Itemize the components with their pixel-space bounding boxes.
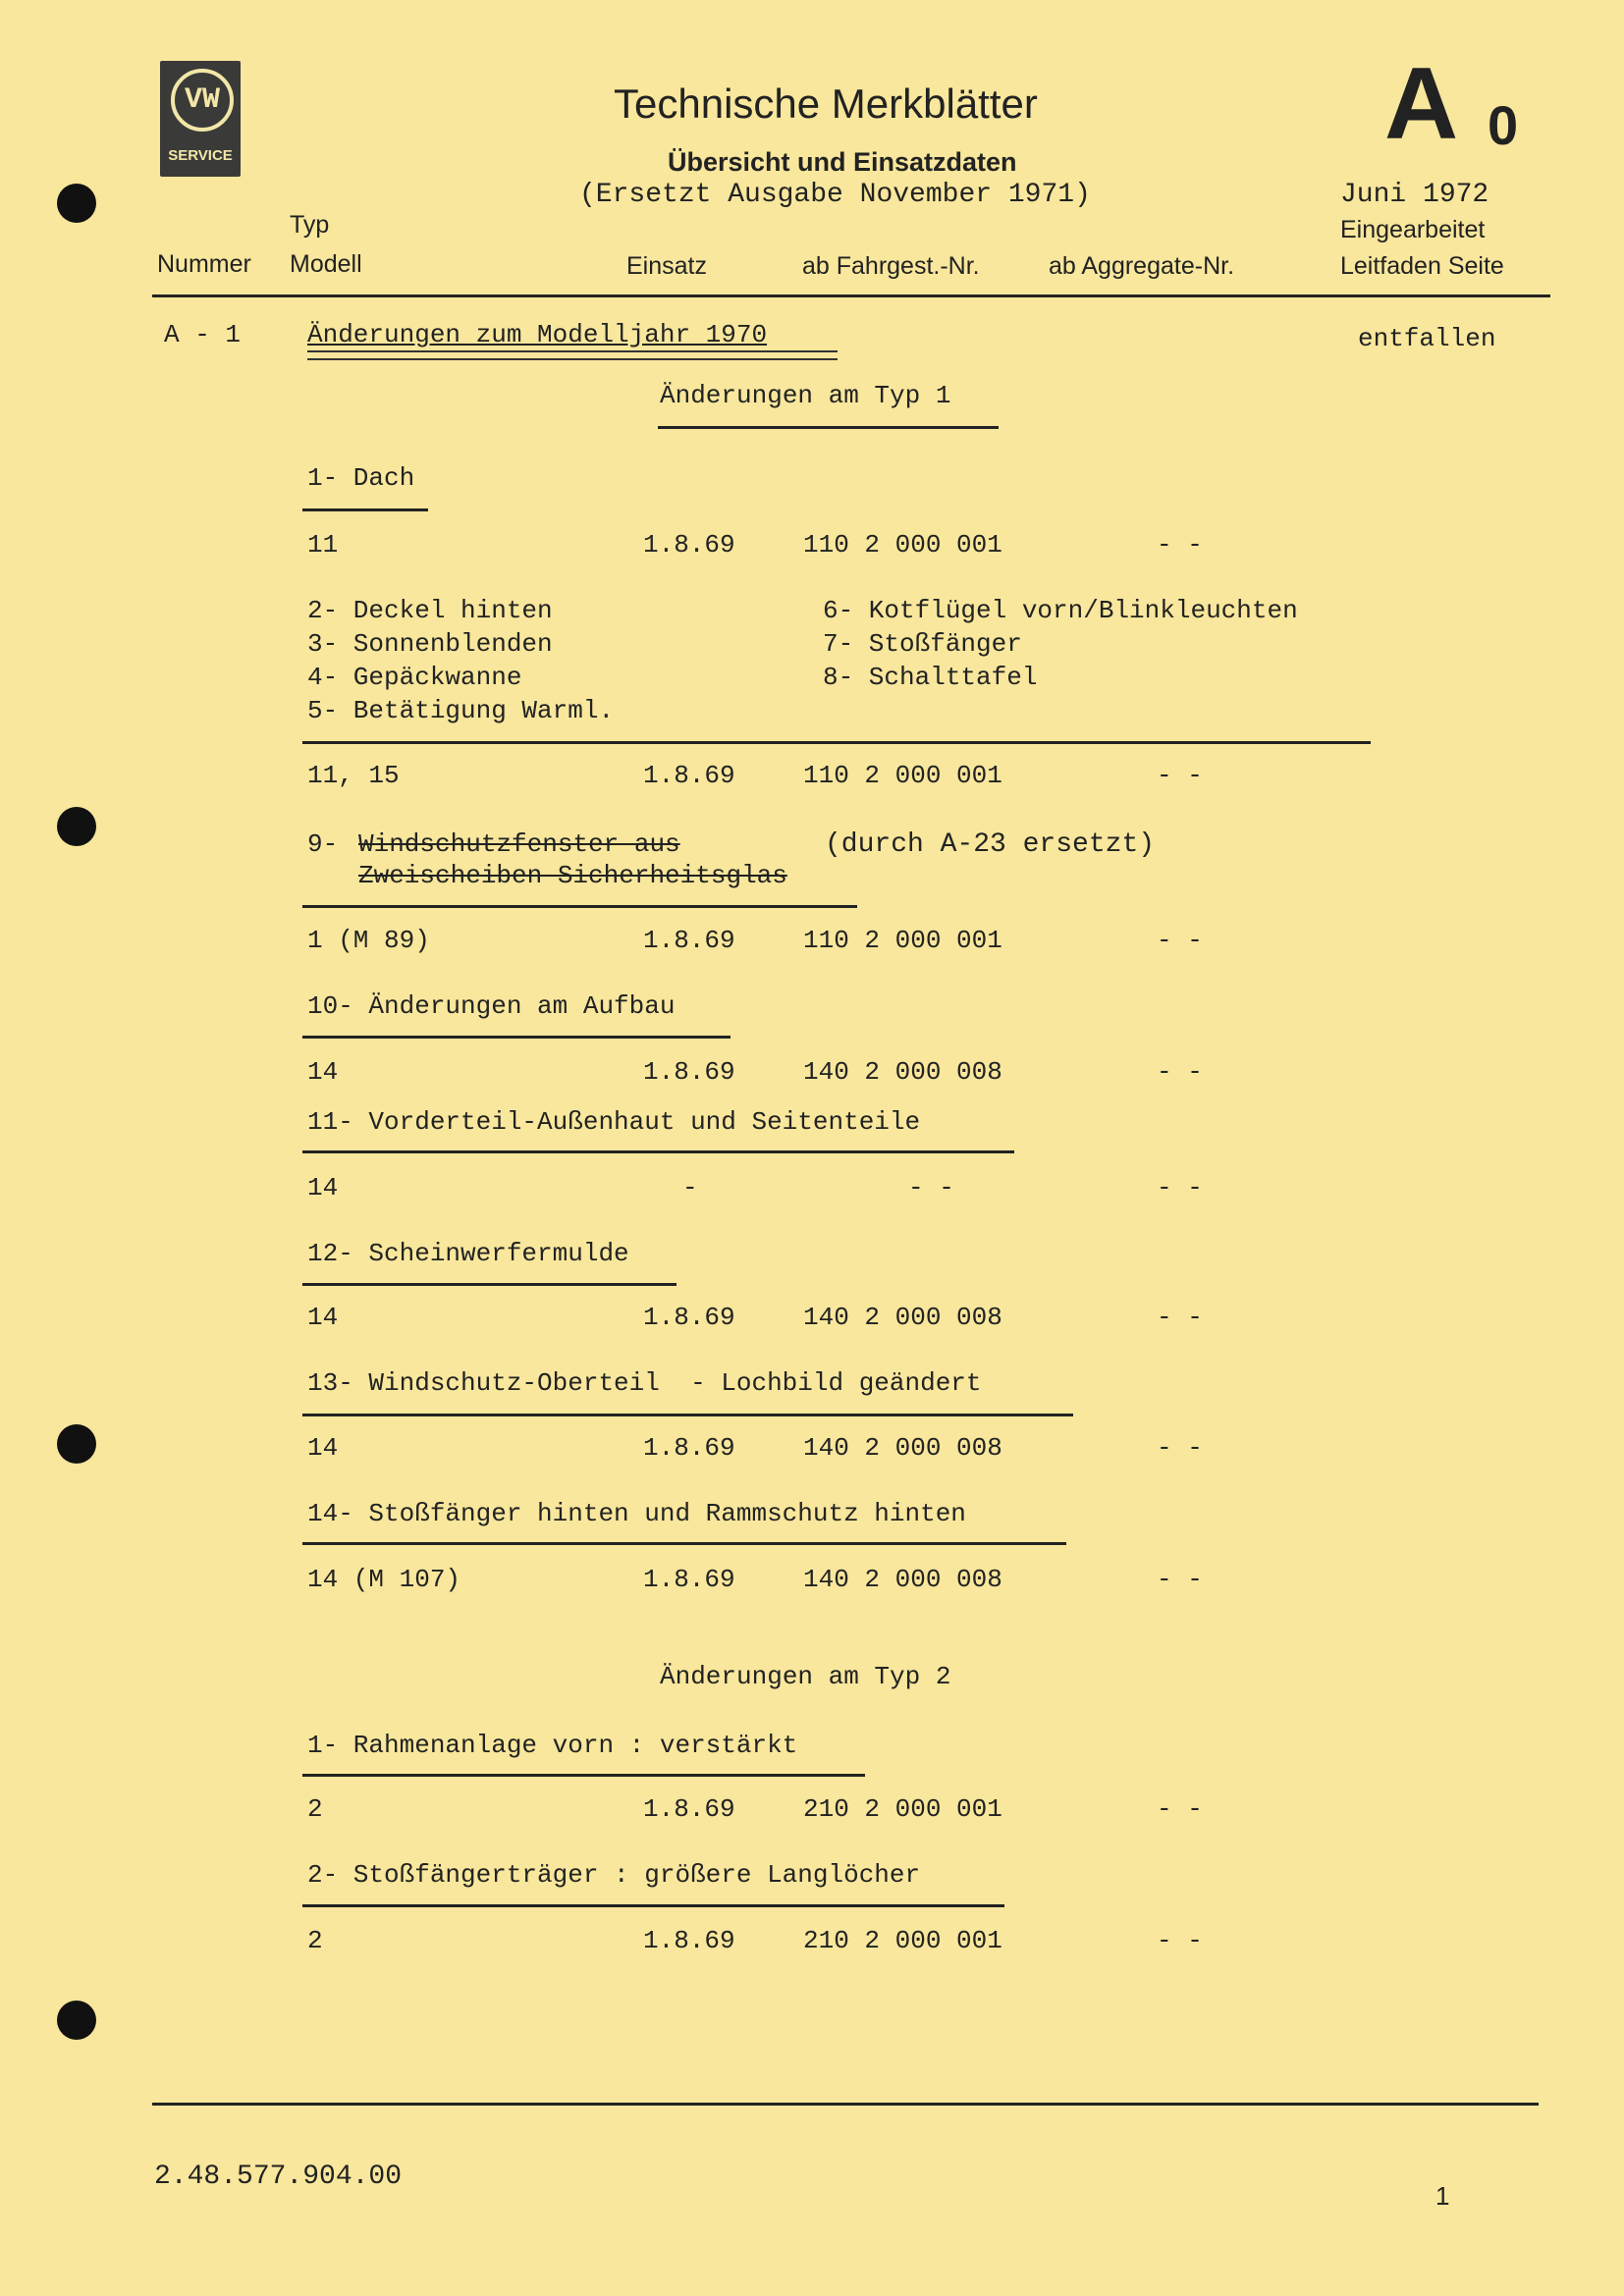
typ1-item-5: 5- Betätigung Warml. — [307, 696, 615, 725]
typ1-item-8: 8- Schalttafel — [823, 663, 1038, 692]
entry-title: Änderungen zum Modelljahr 1970 — [307, 320, 768, 349]
cell-einsatz: 1.8.69 — [643, 926, 735, 955]
cell-fahrgest: 210 2 000 001 — [803, 1926, 1002, 1955]
binder-hole — [57, 2001, 96, 2040]
cell-fahrgest: 140 2 000 008 — [803, 1303, 1002, 1332]
item-rule — [302, 741, 1371, 744]
typ1-item-7: 7- Stoßfänger — [823, 629, 1022, 659]
section-number: 0 — [1488, 94, 1519, 156]
footer-rule — [152, 2103, 1539, 2106]
cell-einsatz: 1.8.69 — [643, 1433, 735, 1463]
typ1-item-9-struck-a: Windschutzfenster aus — [358, 829, 680, 859]
col-eingearbeitet: Eingearbeitet — [1340, 216, 1486, 243]
typ1-heading-rule — [658, 426, 999, 429]
col-aggregate: ab Aggregate-Nr. — [1049, 252, 1235, 280]
cell-modell: 14 — [307, 1303, 339, 1332]
typ1-item-12: 12- Scheinwerfermulde — [307, 1239, 629, 1268]
logo-text: SERVICE — [168, 147, 233, 164]
cell-modell: 11 — [307, 530, 339, 560]
cell-modell: 2 — [307, 1794, 323, 1824]
cell-einsatz: - — [682, 1173, 698, 1202]
cell-aggregate: - - — [1157, 1433, 1203, 1463]
page-title: Technische Merkblätter — [614, 80, 1038, 127]
section-letter: A — [1384, 47, 1459, 161]
col-leitfaden: Leitfaden Seite — [1340, 252, 1504, 280]
cell-aggregate: - - — [1157, 1926, 1203, 1955]
binder-hole — [57, 1424, 96, 1464]
cell-aggregate: - - — [1157, 1057, 1203, 1087]
document-number: 2.48.577.904.00 — [154, 2162, 403, 2192]
typ1-heading: Änderungen am Typ 1 — [660, 381, 951, 410]
cell-einsatz: 1.8.69 — [643, 530, 735, 560]
item-rule — [302, 1774, 865, 1777]
cell-fahrgest: 140 2 000 008 — [803, 1433, 1002, 1463]
cell-einsatz: 1.8.69 — [643, 1565, 735, 1594]
cell-aggregate: - - — [1157, 761, 1203, 790]
header-rule — [152, 294, 1550, 297]
typ1-item-11: 11- Vorderteil-Außenhaut und Seitenteile — [307, 1107, 921, 1137]
item-rule — [302, 1542, 1066, 1545]
cell-fahrgest: - - — [908, 1173, 954, 1202]
cell-fahrgest: 110 2 000 001 — [803, 530, 1002, 560]
typ1-item-2: 2- Deckel hinten — [307, 596, 553, 625]
cell-modell: 14 — [307, 1433, 339, 1463]
cell-aggregate: - - — [1157, 1565, 1203, 1594]
col-typ: Typ — [290, 211, 330, 239]
page-number: 1 — [1435, 2181, 1450, 2211]
cell-aggregate: - - — [1157, 1303, 1203, 1332]
cell-einsatz: 1.8.69 — [643, 1303, 735, 1332]
cell-fahrgest: 210 2 000 001 — [803, 1794, 1002, 1824]
edition-note: (Ersetzt Ausgabe November 1971) — [579, 180, 1091, 210]
item-rule — [302, 1283, 677, 1286]
cell-fahrgest: 140 2 000 008 — [803, 1565, 1002, 1594]
typ1-item-3: 3- Sonnenblenden — [307, 629, 553, 659]
typ1-item-9-number: 9- — [307, 829, 339, 859]
typ1-item-10: 10- Änderungen am Aufbau — [307, 991, 676, 1021]
col-nummer: Nummer — [157, 250, 251, 278]
typ1-item-9-note: (durch A-23 ersetzt) — [825, 829, 1156, 860]
cell-einsatz: 1.8.69 — [643, 1057, 735, 1087]
cell-modell: 1 (M 89) — [307, 926, 430, 955]
col-einsatz: Einsatz — [626, 252, 707, 280]
entry-status: entfallen — [1358, 324, 1496, 353]
cell-modell: 14 — [307, 1173, 339, 1202]
item-rule — [302, 1414, 1073, 1416]
cell-einsatz: 1.8.69 — [643, 761, 735, 790]
typ1-item-4: 4- Gepäckwanne — [307, 663, 522, 692]
typ1-item-6: 6- Kotflügel vorn/Blinkleuchten — [823, 596, 1298, 625]
typ2-item-1: 1- Rahmenanlage vorn : verstärkt — [307, 1731, 798, 1760]
entry-number: A - 1 — [164, 320, 242, 349]
typ1-item-13: 13- Windschutz-Oberteil - Lochbild geändert — [307, 1368, 982, 1398]
item-rule — [302, 1036, 731, 1039]
entry-title-double-underline — [307, 350, 838, 360]
typ1-item-14: 14- Stoßfänger hinten und Rammschutz hinten — [307, 1499, 966, 1528]
page-subtitle: Übersicht und Einsatzdaten — [668, 147, 1017, 177]
cell-aggregate: - - — [1157, 926, 1203, 955]
item-rule — [302, 1150, 1014, 1153]
typ2-heading: Änderungen am Typ 2 — [660, 1662, 951, 1691]
item-rule — [302, 508, 428, 511]
col-modell: Modell — [290, 250, 362, 278]
typ2-item-2: 2- Stoßfängerträger : größere Langlöcher — [307, 1860, 921, 1890]
cell-einsatz: 1.8.69 — [643, 1926, 735, 1955]
issue-date: Juni 1972 — [1340, 180, 1489, 210]
cell-aggregate: - - — [1157, 1794, 1203, 1824]
binder-hole — [57, 184, 96, 223]
cell-modell: 11, 15 — [307, 761, 400, 790]
col-fahrgest: ab Fahrgest.-Nr. — [802, 252, 980, 280]
cell-modell: 14 (M 107) — [307, 1565, 461, 1594]
cell-modell: 14 — [307, 1057, 339, 1087]
item-rule — [302, 1904, 1004, 1907]
typ1-item-9-struck-b: Zweischeiben-Sicherheitsglas — [358, 861, 787, 890]
vw-emblem-icon: VW — [171, 69, 234, 132]
cell-einsatz: 1.8.69 — [643, 1794, 735, 1824]
binder-hole — [57, 807, 96, 846]
cell-modell: 2 — [307, 1926, 323, 1955]
typ1-item-1: 1- Dach — [307, 463, 415, 493]
cell-fahrgest: 110 2 000 001 — [803, 761, 1002, 790]
vw-service-logo — [160, 61, 241, 177]
cell-fahrgest: 110 2 000 001 — [803, 926, 1002, 955]
cell-aggregate: - - — [1157, 1173, 1203, 1202]
item-rule — [302, 905, 857, 908]
cell-aggregate: - - — [1157, 530, 1203, 560]
cell-fahrgest: 140 2 000 008 — [803, 1057, 1002, 1087]
